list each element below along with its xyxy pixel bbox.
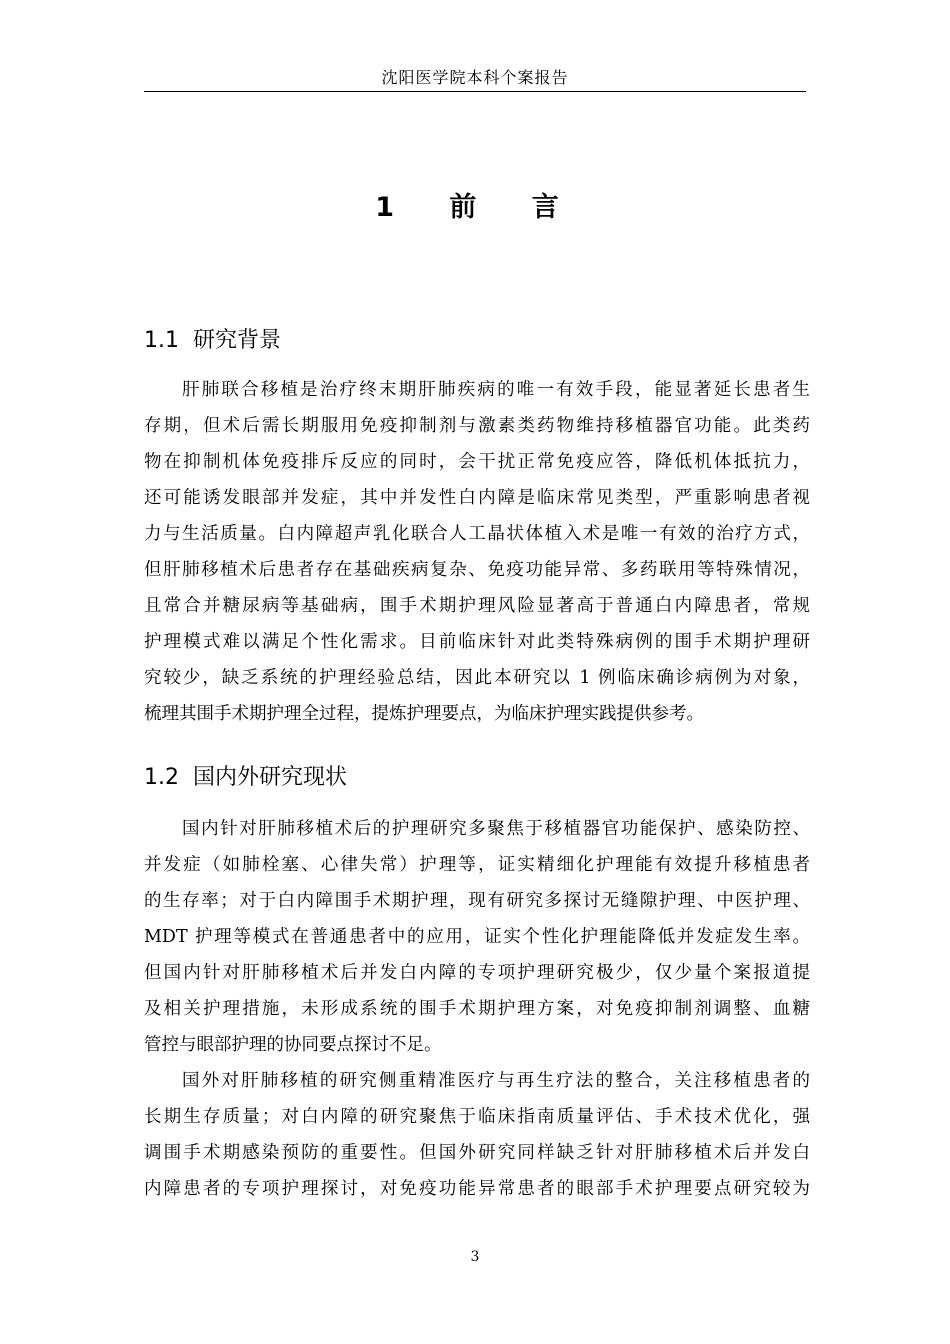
paragraph-line: 力与生活质量。白内障超声乳化联合人工晶状体植入术是唯一有效的治疗方式， bbox=[144, 524, 810, 544]
paragraph-line: 长期生存质量；对白内障的研究聚焦于临床指南质量评估、手术技术优化，强 bbox=[144, 1107, 810, 1127]
paragraph-line: 护理模式难以满足个性化需求。目前临床针对此类特殊病例的围手术期护理研 bbox=[144, 632, 810, 652]
paragraph-background bbox=[144, 372, 810, 732]
paragraph-domestic bbox=[144, 811, 810, 1063]
paragraph-line: 且常合并糖尿病等基础病，围手术期护理风险显著高于普通白内障患者，常规 bbox=[144, 596, 810, 616]
paragraph-line: 肝肺联合移植是治疗终末期肝肺疾病的唯一有效手段，能显著延长患者生 bbox=[182, 380, 810, 400]
section-number: 1.2 bbox=[144, 765, 179, 790]
paragraph-line: 的生存率；对于白内障围手术期护理，现有研究多探讨无缝隙护理、中医护理、 bbox=[144, 891, 810, 911]
paragraph-line: 还可能诱发眼部并发症，其中并发性白内障是临床常见类型，严重影响患者视 bbox=[144, 488, 810, 508]
section-heading-1-1 bbox=[144, 326, 281, 356]
section-number: 1.1 bbox=[144, 328, 179, 353]
running-header: 沈阳医学院本科个案报告 bbox=[381, 68, 569, 87]
paragraph-line: 及相关护理措施，未形成系统的围手术期护理方案，对免疫抑制剂调整、血糖 bbox=[144, 999, 810, 1019]
paragraph-international bbox=[144, 1063, 810, 1207]
chapter-title: 1 前 言 bbox=[375, 192, 575, 223]
paragraph-line: 存期，但术后需长期服用免疫抑制剂与激素类药物维持移植器官功能。此类药 bbox=[144, 416, 810, 436]
paragraph-line: 但国内针对肝肺移植术后并发白内障的专项护理研究极少，仅少量个案报道提 bbox=[144, 963, 810, 983]
section-heading-1-2 bbox=[144, 763, 347, 793]
paragraph-line: 管控与眼部护理的协同要点探讨不足。 bbox=[144, 1035, 442, 1055]
paragraph-line: 但肝肺移植术后患者存在基础疾病复杂、免疫功能异常、多药联用等特殊情况， bbox=[144, 560, 810, 580]
paragraph-line: 物在抑制机体免疫排斥反应的同时，会干扰正常免疫应答，降低机体抵抗力， bbox=[144, 452, 810, 472]
page-number: 3 bbox=[470, 1249, 480, 1265]
paragraph-line: 调围手术期感染预防的重要性。但国外研究同样缺乏针对肝肺移植术后并发白 bbox=[144, 1143, 810, 1163]
header-rule bbox=[144, 91, 806, 92]
paragraph-line: MDT 护理等模式在普通患者中的应用，证实个性化护理能降低并发症发生率。 bbox=[144, 927, 810, 947]
section-title: 研究背景 bbox=[193, 328, 282, 353]
paragraph-line: 并发症（如肺栓塞、心律失常）护理等，证实精细化护理能有效提升移植患者 bbox=[144, 855, 810, 875]
paragraph-line: 国外对肝肺移植的研究侧重精准医疗与再生疗法的整合，关注移植患者的 bbox=[182, 1071, 810, 1091]
paragraph-line: 梳理其围手术期护理全过程，提炼护理要点，为临床护理实践提供参考。 bbox=[144, 704, 704, 724]
paragraph-line: 内障患者的专项护理探讨，对免疫功能异常患者的眼部手术护理要点研究较为 bbox=[144, 1179, 810, 1199]
paragraph-line: 国内针对肝肺移植术后的护理研究多聚焦于移植器官功能保护、感染防控、 bbox=[182, 819, 810, 839]
section-title: 国内外研究现状 bbox=[193, 765, 348, 790]
paragraph-line: 究较少，缺乏系统的护理经验总结，因此本研究以 1 例临床确诊病例为对象， bbox=[144, 668, 810, 688]
